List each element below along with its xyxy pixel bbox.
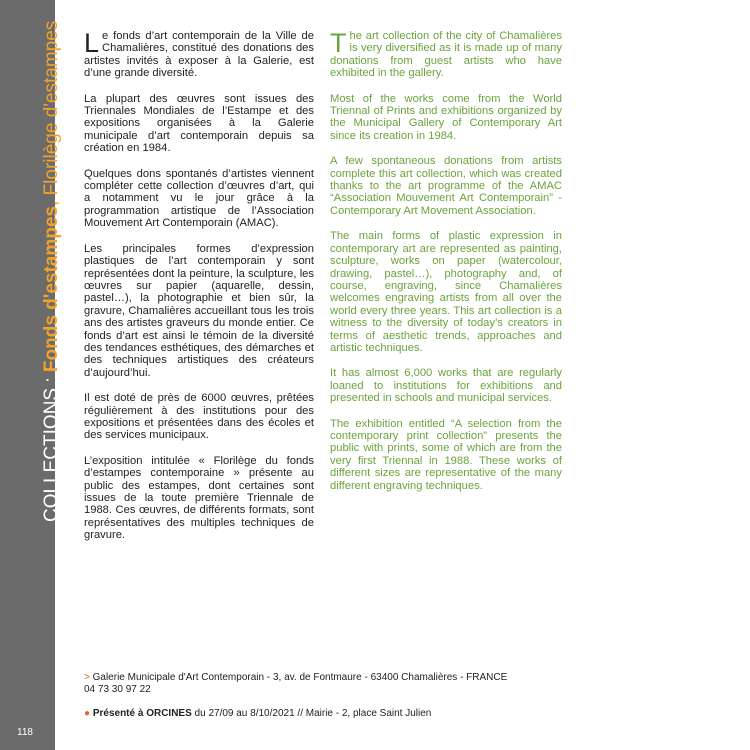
french-drop-cap: L [84,28,100,58]
title-light: Florilège d'estampes [41,20,62,196]
arrow-icon: > [84,672,90,683]
english-paragraph-4: The main forms of plastic expression in contemporary art are represented as painting, sculpture, works on paper (watercolour, drawing, pastel…), photography and, of course, engraving, since Chamalières welcomes engraving artists from all over the world every three years. This art collection is a witness to the diversity of today’s creators in terms of aesthetic trends, approaches and artistic techniques. [330,230,562,354]
english-paragraph-1 [330,30,562,80]
title-prefix: COLLECTIONS : [41,372,62,522]
bullet-icon: ● [84,708,91,719]
page-number: 118 [17,727,33,738]
french-paragraph-6: L’exposition intitulée « Florilège du fonds d’estampes contemporaine » présente au public des estampes, dont certaines sont issues de la toute première Triennale de 1988. Ces œuvres, de différents formats, sont représentatives des multiples techniques de gravure. [84,454,314,542]
english-paragraph-6: The exhibition entitled “A selection from the contemporary print collection” presents the public with prints, some of which are from the very first Triennal in 1988. These works of different sizes are representative of the many different engraving techniques. [330,417,562,492]
footer-presented [84,708,431,720]
section-title-vertical [41,21,63,522]
gallery-phone: 04 73 30 97 22 [84,684,151,695]
presented-venue: Présenté à ORCINES [90,708,192,719]
english-paragraph-3: A few spontaneous donations from artists complete this art collection, which was created thanks to the art programme of the AMAC “Association Mouvement Art Contemporain” - Contemporary Art Movement Association. [330,155,562,217]
french-paragraph-3: Quelques dons spontanés d’artistes viennent compléter cette collection d’œuvres d’art, qui a notamment vu le jour grâce à la programmation artistique de l’Association Mouvement Art Contemporain (AMAC). [84,167,314,230]
english-paragraph-1-text: he art collection of the city of Chamalières is very diversified as it is made up of many donations from guest artists who have exhibited in the gallery. [330,30,562,80]
english-paragraph-2: Most of the works come from the World Triennal of Prints and exhibitions organized by the Municipal Gallery of Contemporary Art since its creation in 1984. [330,92,562,142]
gallery-address: Galerie Municipale d'Art Contemporain - 3, av. de Fontmaure - 63400 Chamalières - FRANCE [89,672,508,683]
english-paragraph-5: It has almost 6,000 works that are regularly loaned to institutions for exhibitions and presented in schools and municipal services. [330,367,562,405]
footer-address [84,672,507,696]
french-paragraph-5: Il est doté de près de 6000 œuvres, prêtées régulièrement à des institutions pour des expositions et présentées dans des écoles et des services municipaux. [84,392,314,442]
french-column [84,30,314,555]
english-column [330,30,562,505]
presented-dates: du 27/09 au 8/10/2021 // Mairie - 2, place Saint Julien [191,708,432,719]
title-separator: , [41,195,62,207]
french-paragraph-4: Les principales formes d’expression plastiques de l’art contemporain y sont représentées dont la peinture, la sculpture, les œuvres sur papier (aquarelle, dessin, pastel…), la photographie et bien sûr, la gravure, Chamalières accueillant tous les trois ans des artistes graveurs du monde entier. Ce fonds d’art est ainsi le témoin de la diversité des tendances esthétiques, des démarches et des techniques artistiques des créateurs d’aujourd’hui. [84,242,314,379]
french-paragraph-1 [84,30,314,80]
english-drop-cap: T [330,28,347,58]
title-bold: Fonds d'estampes [41,206,62,373]
french-paragraph-2: La plupart des œuvres sont issues des Triennales Mondiales de l’Estampe et des expositions organisées à la Galerie municipale d’art contemporain depuis sa création en 1984. [84,92,314,155]
french-paragraph-1-text: e fonds d’art contemporain de la Ville de Chamalières, constitué des donations des artistes invités à exposer à la Galerie, est d’une grande diversité. [84,30,314,80]
